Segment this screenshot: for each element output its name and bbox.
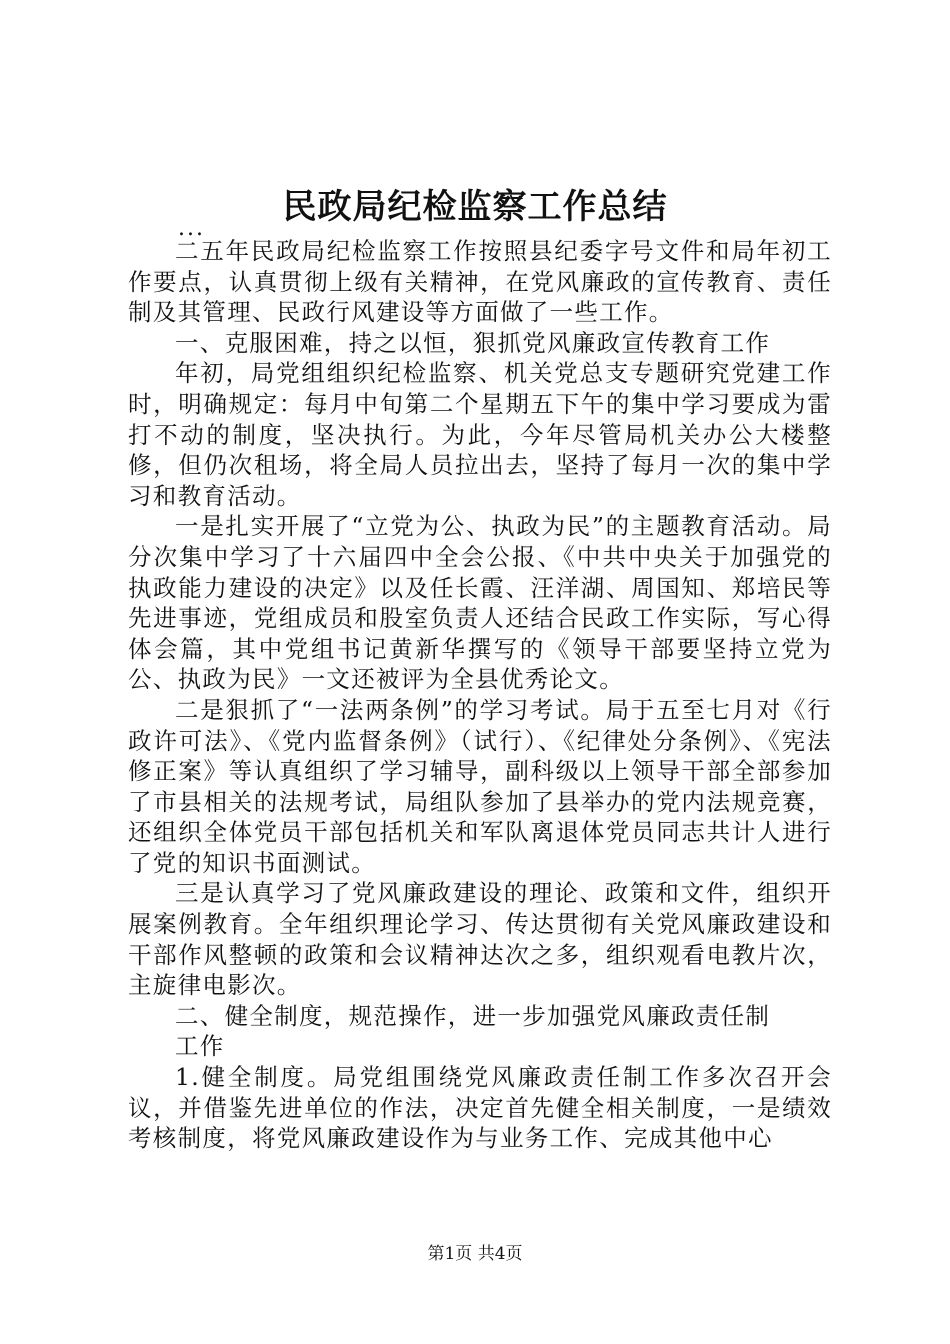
page-indicator: 第1页 共4页	[427, 1244, 523, 1264]
paragraph: 三是认真学习了党风廉政建设的理论、政策和文件，组织开展案例教育。全年组织理论学习、传达贯彻有关党风廉政建设和干部作风整顿的政策和会议精神达次之多，组织观看电教片次，主旋律电影次。	[128, 879, 832, 1000]
section-heading-1: 一、克服困难，持之以恒，狠抓党风廉政宣传教育工作	[175, 328, 771, 357]
section-heading-2-continued: 工作	[175, 1032, 225, 1061]
document-body	[128, 236, 832, 1154]
section-heading-2: 二、健全制度，规范操作，进一步加强党风廉政责任制	[175, 1001, 771, 1030]
document-title: 民政局纪检监察工作总结	[282, 187, 668, 227]
paragraph-intro: 二五年民政局纪检监察工作按照县纪委字号文件和局年初工作要点，认真贯彻上级有关精神，在党风廉政的宣传教育、责任制及其管理、民政行风建设等方面做了一些工作。	[128, 237, 832, 327]
paragraph: 二是狠抓了“一法两条例”的学习考试。局于五至七月对《行政许可法》、《党内监督条例》（试行）、《纪律处分条例》、《宪法修正案》等认真组织了学习辅导，副科级以上领导干部全部参加了市县相关的法规考试，局组队参加了县举办的党内法规竞赛，还组织全体党员干部包括机关和军队离退体党员同志共计人进行了党的知识书面测试。	[128, 695, 832, 877]
ellipsis-marker: ...	[178, 216, 205, 241]
paragraph: 年初，局党组组织纪检监察、机关党总支专题研究党建工作时，明确规定：每月中旬第二个星期五下午的集中学习要成为雷打不动的制度，坚决执行。为此，今年尽管局机关办公大楼整修，但仍次租场，将全局人员拉出去，坚持了每月一次的集中学习和教育活动。	[128, 359, 832, 510]
paragraph: 1.健全制度。局党组围绕党风廉政责任制工作多次召开会议，并借鉴先进单位的作法，决定首先健全相关制度，一是绩效考核制度，将党风廉政建设作为与业务工作、完成其他中心	[128, 1063, 832, 1153]
paragraph: 一是扎实开展了“立党为公、执政为民”的主题教育活动。局分次集中学习了十六届四中全会公报、《中共中央关于加强党的执政能力建设的决定》以及任长霞、汪洋湖、周国知、郑培民等先进事迹，党组成员和股室负责人还结合民政工作实际，写心得体会篇，其中党组书记黄新华撰写的《领导干部要坚持立党为公、执政为民》一文还被评为全县优秀论文。	[128, 512, 832, 694]
